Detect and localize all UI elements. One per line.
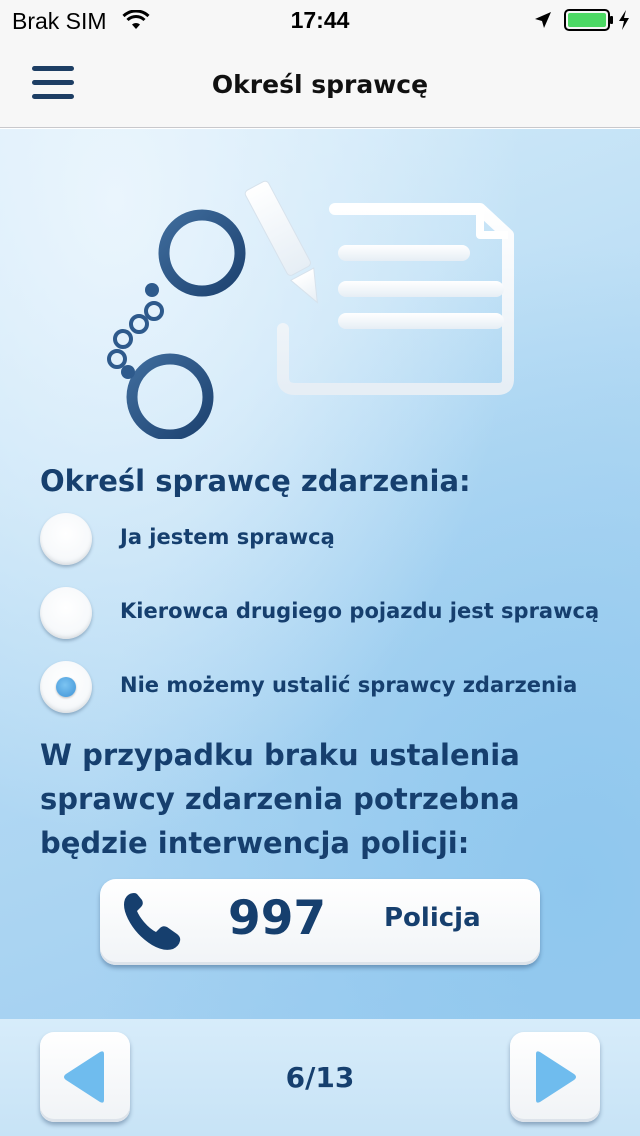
radio-button-selected[interactable] xyxy=(40,661,92,713)
pagination-bar xyxy=(0,1019,640,1136)
status-time: 17:44 xyxy=(290,7,350,33)
arrow-right-icon xyxy=(530,1050,580,1104)
question-title: Określ sprawcę zdarzenia: xyxy=(40,464,471,498)
radio-selected-dot xyxy=(56,677,76,697)
battery-icon xyxy=(564,9,614,31)
status-bar xyxy=(0,0,640,40)
navigation-bar xyxy=(0,40,640,128)
phone-icon xyxy=(120,889,186,955)
option-label: Kierowca drugiego pojazdu jest sprawcą xyxy=(120,599,600,623)
call-number: 997 xyxy=(228,891,327,946)
option-i-am-perpetrator[interactable] xyxy=(40,511,620,567)
call-police-button[interactable] xyxy=(100,879,540,965)
page-indicator: 6/13 xyxy=(285,1061,355,1094)
handcuffs-icon xyxy=(109,215,240,435)
next-button[interactable] xyxy=(510,1032,600,1122)
carrier-label: Brak SIM xyxy=(12,8,107,34)
document-pen-icon xyxy=(244,180,508,389)
call-label: Policja xyxy=(384,903,481,933)
option-cannot-determine[interactable] xyxy=(40,659,620,715)
charging-bolt-icon xyxy=(617,9,631,31)
option-other-driver-perpetrator[interactable] xyxy=(40,585,620,641)
radio-button[interactable] xyxy=(40,587,92,639)
radio-button[interactable] xyxy=(40,513,92,565)
option-label: Nie możemy ustalić sprawcy zdarzenia xyxy=(120,673,578,697)
illustration xyxy=(90,169,550,439)
option-label: Ja jestem sprawcą xyxy=(120,525,335,549)
main-content xyxy=(0,129,640,1019)
info-text: W przypadku braku ustalenia sprawcy zdarzenia potrzebna będzie interwencja policji: xyxy=(40,738,520,860)
page-title: Określ sprawcę xyxy=(211,70,429,99)
location-arrow-icon xyxy=(533,10,553,30)
